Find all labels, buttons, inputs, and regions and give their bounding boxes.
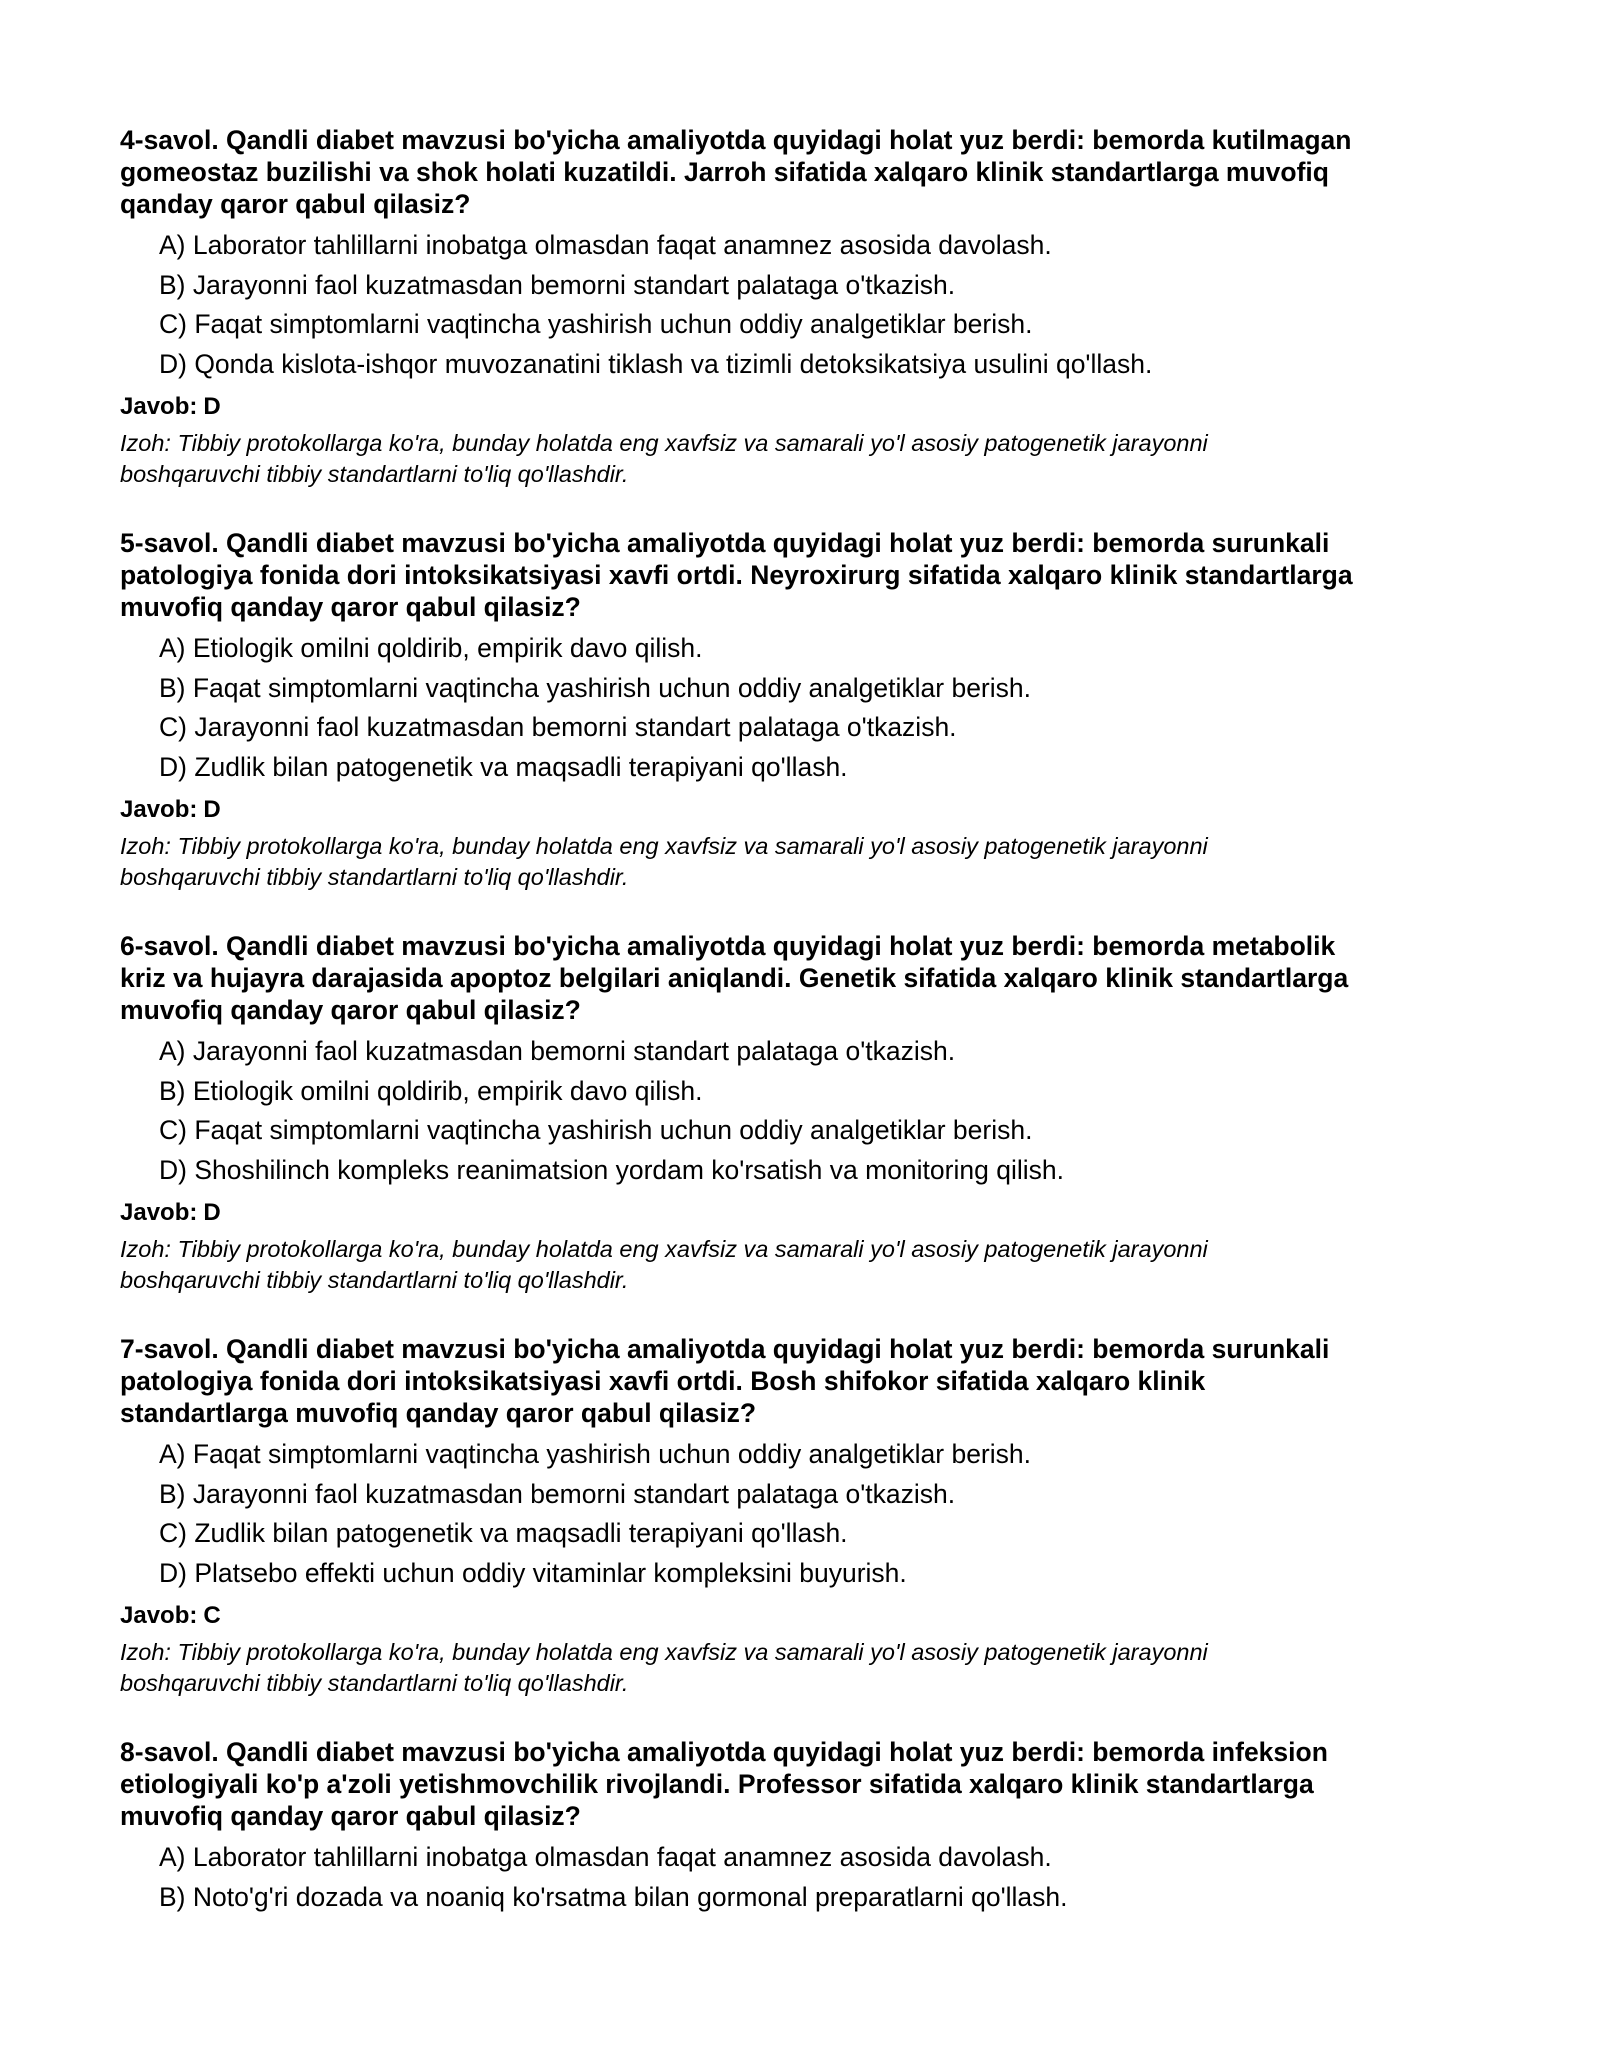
option-b: B) Faqat simptomlarni vaqtincha yashirish uchun oddiy analgetiklar berish. (159, 672, 1031, 703)
option-b: B) Jarayonni faol kuzatmasdan bemorni standart palataga o'tkazish. (159, 1478, 956, 1509)
answer-value: D (203, 393, 221, 420)
question-7 (120, 1333, 1480, 1699)
option-d: D) Shoshilinch kompleks reanimatsion yordam ko'rsatish va monitoring qilish. (159, 1154, 1064, 1185)
question-8 (120, 1736, 1480, 1917)
option-a: A) Etiologik omilni qoldirib, empirik davo qilish. (159, 633, 703, 663)
option-b: B) Noto'g'ri dozada va noaniq ko'rsatma bilan gormonal preparatlarni qo'llash. (159, 1881, 1068, 1912)
explanation-note: Izoh: Tibbiy protokollarga ko'ra, bunday holatda eng xavfsiz va samarali yo'l asosiy patogenetik jarayonni boshqaruvchi tibbiy standartlarni to'liq qo'llashdir. (120, 430, 1208, 487)
answer-label: Javob: (120, 1199, 198, 1226)
option-a: A) Laborator tahlillarni inobatga olmasdan faqat anamnez asosida davolash. (159, 230, 1052, 260)
answer-options (120, 1435, 1480, 1593)
answer-line (120, 392, 1480, 422)
option-c: C) Jarayonni faol kuzatmasdan bemorni standart palataga o'tkazish. (159, 712, 957, 742)
explanation-note: Izoh: Tibbiy protokollarga ko'ra, bunday holatda eng xavfsiz va samarali yo'l asosiy patogenetik jarayonni boshqaruvchi tibbiy standartlarni to'liq qo'llashdir. (120, 1236, 1208, 1293)
answer-value: D (203, 796, 221, 823)
answer-options (120, 1032, 1480, 1190)
answer-value: C (203, 1602, 221, 1629)
answer-line (120, 1601, 1480, 1631)
question-4 (120, 124, 1480, 490)
answer-options (120, 1838, 1480, 1917)
answer-options (120, 226, 1480, 384)
answer-label: Javob: (120, 393, 198, 420)
answer-line (120, 1198, 1480, 1228)
option-c: C) Faqat simptomlarni vaqtincha yashirish uchun oddiy analgetiklar berish. (159, 1115, 1033, 1145)
option-b: B) Etiologik omilni qoldirib, empirik davo qilish. (159, 1075, 703, 1106)
question-title: 6-savol. Qandli diabet mavzusi bo'yicha amaliyotda quyidagi holat yuz berdi: bemorda metabolik kriz va hujayra darajasida apoptoz belgilari aniqlandi. Genetik sifatida xalqaro klinik standartlarga muvofiq qanday qaror qabul qilasiz? (120, 931, 1349, 1025)
question-title: 7-savol. Qandli diabet mavzusi bo'yicha amaliyotda quyidagi holat yuz berdi: bemorda surunkali patologiya fonida dori intoksikatsiyasi xavfi ortdi. Bosh shifokor sifatida xalqaro klinik standartlarga muvofiq qanday qaror qabul qilasiz? (120, 1334, 1330, 1428)
option-b: B) Jarayonni faol kuzatmasdan bemorni standart palataga o'tkazish. (159, 269, 956, 300)
answer-line (120, 795, 1480, 825)
explanation-note: Izoh: Tibbiy protokollarga ko'ra, bunday holatda eng xavfsiz va samarali yo'l asosiy patogenetik jarayonni boshqaruvchi tibbiy standartlarni to'liq qo'llashdir. (120, 1639, 1208, 1696)
answer-label: Javob: (120, 1602, 198, 1629)
option-a: A) Laborator tahlillarni inobatga olmasdan faqat anamnez asosida davolash. (159, 1842, 1052, 1872)
option-c: C) Faqat simptomlarni vaqtincha yashirish uchun oddiy analgetiklar berish. (159, 309, 1033, 339)
option-d: D) Qonda kislota-ishqor muvozanatini tiklash va tizimli detoksikatsiya usulini qo'llash. (159, 348, 1153, 379)
question-title: 4-savol. Qandli diabet mavzusi bo'yicha amaliyotda quyidagi holat yuz berdi: bemorda kutilmagan gomeostaz buzilishi va shok holati kuzatildi. Jarroh sifatida xalqaro klinik standartlarga muvofiq qanday qaror qabul qilasiz? (120, 125, 1352, 219)
answer-label: Javob: (120, 796, 198, 823)
option-d: D) Platsebo effekti uchun oddiy vitaminlar kompleksini buyurish. (159, 1557, 907, 1588)
question-6 (120, 930, 1480, 1296)
option-d: D) Zudlik bilan patogenetik va maqsadli terapiyani qo'llash. (159, 751, 848, 782)
question-title: 8-savol. Qandli diabet mavzusi bo'yicha amaliyotda quyidagi holat yuz berdi: bemorda infeksion etiologiyali ko'p a'zoli yetishmovchilik rivojlandi. Professor sifatida xalqaro klinik standartlarga muvofiq qanday qaror qabul qilasiz? (120, 1737, 1328, 1831)
option-a: A) Faqat simptomlarni vaqtincha yashirish uchun oddiy analgetiklar berish. (159, 1439, 1031, 1469)
question-5 (120, 527, 1480, 893)
answer-options (120, 629, 1480, 787)
option-c: C) Zudlik bilan patogenetik va maqsadli terapiyani qo'llash. (159, 1518, 848, 1548)
explanation-note: Izoh: Tibbiy protokollarga ko'ra, bunday holatda eng xavfsiz va samarali yo'l asosiy patogenetik jarayonni boshqaruvchi tibbiy standartlarni to'liq qo'llashdir. (120, 833, 1208, 890)
answer-value: D (203, 1199, 221, 1226)
question-title: 5-savol. Qandli diabet mavzusi bo'yicha amaliyotda quyidagi holat yuz berdi: bemorda surunkali patologiya fonida dori intoksikatsiyasi xavfi ortdi. Neyroxirurg sifatida xalqaro klinik standartlarga muvofiq qanday qaror qabul qilasiz? (120, 528, 1353, 622)
option-a: A) Jarayonni faol kuzatmasdan bemorni standart palataga o'tkazish. (159, 1036, 956, 1066)
